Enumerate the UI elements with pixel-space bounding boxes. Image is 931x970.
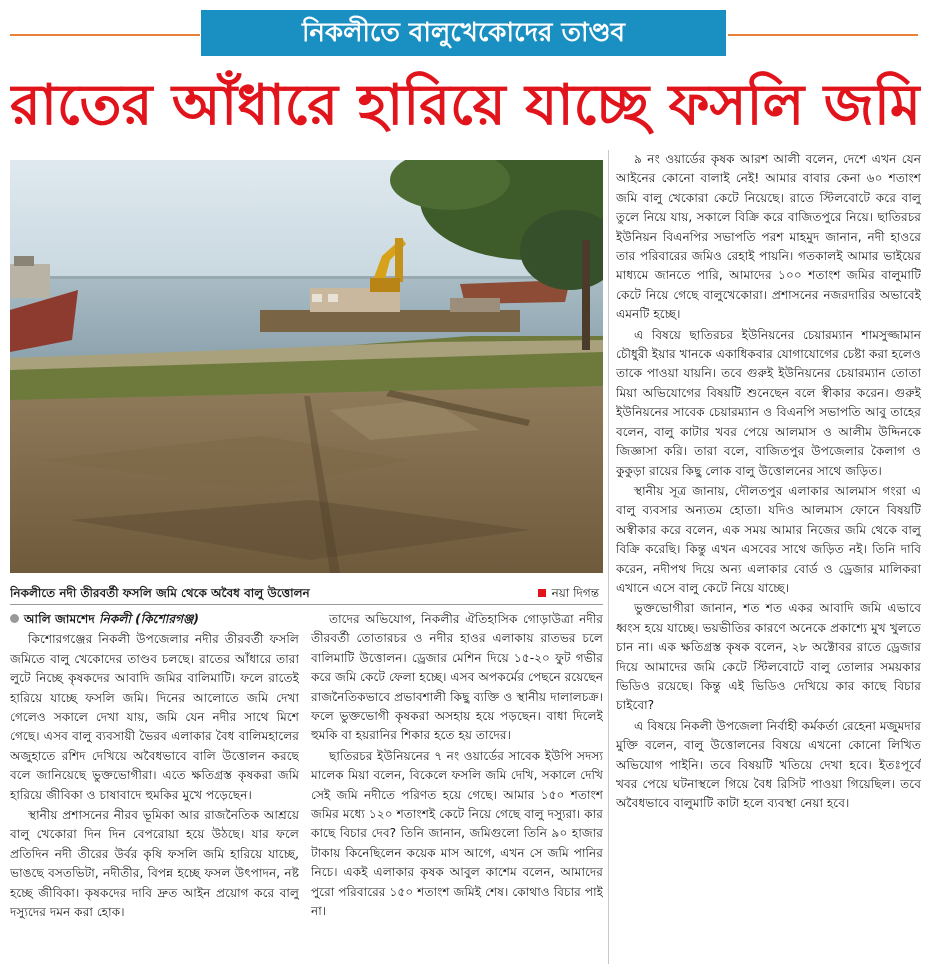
paragraph: ভুক্তভোগীরা জানান, শত শত একর আবাদি জমি এভাবে ধ্বংস হয়ে যাচ্ছে। ভয়ভীতির কারণে অনেকে প্রকাশ্যে মুখ খুলতে চান না। এক ক্ষতিগ্রস্ত কৃষক বলেন, ২৮ অক্টোবর রাতে ড্রেজার দিয়ে আমাদের জমি কেটে স্টিলবোটে বালু তোলার সময়কার ভিডিও রয়েছে। কিন্তু এই ভিডিও দেখিয়ে কার কাছে বিচার চাইবো? [616,601,921,713]
photo-credit-text: নয়া দিগন্ত [551,586,599,600]
byline-dot-icon [10,614,19,623]
article-column-2 [311,610,603,964]
photo-credit [538,585,599,604]
kicker-label: নিকলীতে বালুখেকোদের তাণ্ডব [201,10,726,56]
kicker-rule-right [728,34,918,36]
news-photo [10,160,603,573]
paragraph: তাদের অভিযোগ, নিকলীর ঐতিহাসিক গোড়াউত্রা নদীর তীরবর্তী তোতারচর ও নদীর হাওর এলাকায় রাতভর চলে বালিমাটি উত্তোলন। ড্রেজার মেশিন দিয়ে ১৫-২০ ফুট গভীর করে জমি কেটে ফেলা হচ্ছে। এসব অপকর্মের পেছনে রয়েছেন রাজনৈতিকভাবে প্রভাবশালী কিছু ব্যক্তি ও স্থানীয় দালালচক্র। ফলে ভুক্তভোগী কৃষকরা অসহায় হয়ে পড়ছেন। বাধা দিলেই হুমকি বা হয়রানির শিকার হতে হয় তাদের। [311,612,603,743]
column-divider [608,150,609,964]
byline-location: নিকলী (কিশোরগঞ্জ) [99,612,199,626]
paragraph: কিশোরগঞ্জের নিকলী উপজেলার নদীর তীরবর্তী ফসলি জমিতে বালু খেকোদের তাণ্ডব চলছে। রাতের আঁধারে তারা লুটে নিচ্ছে কৃষকদের আবাদি জমির বালিমাটি। ফলে রাতেই হারিয়ে যাচ্ছে ফসলি জমি। দিনের আলোতে জমি দেখা গেলেও সকালে দেখা যায়, জমি যেন নদীর সাথে মিশে গেছে। এসব বালু ব্যবসায়ী ভৈরব এলাকার বৈধ বালিমহালের অজুহাতে রশিদ দেখিয়ে অবৈধভাবে বালি উত্তোলন করছে বলে জানিয়েছে ভুক্তভোগীরা। এতে ক্ষতিগ্রস্ত কৃষকরা জমি হারিয়ে জীবিকা ও চাষাবাদে হুমকির মুখে পড়েছেন। [10,632,299,802]
photo-caption: নিকলীতে নদী তীরবর্তী ফসলি জমি থেকে অবৈধ বালু উত্তোলন [10,586,310,600]
credit-square-icon [538,589,546,597]
paragraph: এ বিষয়ে নিকলী উপজেলা নির্বাহী কর্মকর্তা রেহেনা মজুমদার মুক্তি বলেন, বালু উত্তোলনের বিষয়ে এখনো কোনো লিখিত অভিযোগ পাইনি। তবে বিষয়টি খতিয়ে দেখা হবে। ইতঃপূর্বে খবর পেয়ে ঘটনাস্থলে গিয়ে বৈধ রিসিট পাওয়া গিয়েছিল। তবে অবৈধভাবে বালুমাটি কাটা হলে ব্যবস্থা নেয়া হবে। [616,718,921,811]
paragraph: স্থানীয় সূত্র জানায়, দৌলতপুর এলাকার আলমাস গংরা এ বালু ব্যবসার অন্যতম হোতা। যদিও আলমাস ফোনে বিষয়টি অস্বীকার করে বলেন, এক সময় আমার নিজের জমি থেকে বালু বিক্রি করেছি। কিন্তু এখন এসবের সাথে জড়িত নই। তিনি দাবি করেন, নদীপথ দিয়ে অন্য এলাকার বোর্ড ও ড্রেজার মালিকরা এখানে এসে বালু কেটে নিয়ে যাচ্ছে। [616,483,921,595]
byline-author: আলি জামশেদ [24,612,95,626]
article-column-3 [616,150,921,964]
paragraph: স্থানীয় প্রশাসনের নীরব ভূমিকা আর রাজনৈতিক আশ্রয়ে বালু খেকোরা দিন দিন বেপরোয়া হয়ে উঠছে। যার ফলে প্রতিদিন নদী তীরের উর্বর কৃষি ফসলি জমি হারিয়ে যাচ্ছে, ভাঙছে বসতভিটা, নদীতীর, বিপন্ন হচ্ছে ফসল উৎপাদন, নষ্ট হচ্ছে জীবিকা। কৃষকদের দাবি দ্রুত আইন প্রয়োগ করে বালু দস্যুদের দমন করা হোক। [10,808,299,920]
article-column-1 [10,610,299,964]
paragraph: এ বিষয়ে ছাতিরচর ইউনিয়নের চেয়ারম্যান শামসুজ্জামান চৌধুরী ইয়ার খানকে একাধিকবার যোগাযোগের চেষ্টা করা হলেও তাকে পাওয়া যায়নি। তবে গুরুই ইউনিয়নের চেয়ারম্যান তোতা মিয়া অভিযোগের বিষয়টি শুনেছেন বলে স্বীকার করেন। গুরুই ইউনিয়নের সাবেক চেয়ারম্যান ও বিএনপি সভাপতি আবু তাহের বলেন, বালু কাটার খবর পেয়ে আলমাস ও আলীম উদ্দিনকে জিজ্ঞাসা করি। তারা বলে, বাজিতপুর উপজেলার কৈলাগ ও কুকুড়া রায়ের কিছু লোক বালু উত্তোলনের সাথে জড়িত। [616,327,921,478]
paragraph: ৯ নং ওয়ার্ডের কৃষক আরশ আলী বলেন, দেশে এখন যেন আইনের কোনো বালাই নেই! আমার বাবার কেনা ৬০ শতাংশ জমি বালু খেকোরা কেটে নিয়েছে। রাতে স্টিলবোটে করে বালু তুলে নিয়ে যায়, সকালে বিক্রি করে বাজিতপুরে নিয়ে। ছাতিরচর ইউনিয়ন বিএনপির সভাপতি পরশ মাহমুদ জানান, নদী হাওরে তার পরিবারের জমিও রেহাই পায়নি। গতকালই আমার ভাইয়ের মাধ্যমে জানতে পারি, আমাদের ১০০ শতাংশ জমির বালুমাটি কেটে নিয়ে গেছে বালুখেকোরা। প্রশাসনের নজরদারির অভাবেই এমনটি হচ্ছে। [616,152,921,322]
kicker-rule-left [10,34,200,36]
headline: রাতের আঁধারে হারিয়ে যাচ্ছে ফসলি জমি [10,73,921,138]
byline [10,610,299,629]
paragraph: ছাতিরচর ইউনিয়নের ৭ নং ওয়ার্ডের সাবেক ইউপি সদস্য মালেক মিয়া বলেন, বিকেলে ফসলি জমি দেখি, সকালে দেখি সেই জমি নদীতে পরিণত হয়ে গেছে। আমার ১৫০ শতাংশ জমির মধ্যে ১২০ শতাংশই কেটে নিয়ে গেছে বালু দস্যুরা। কার কাছে বিচার দেব? তিনি জানান, জমিগুলো তিনি ৯০ হাজার টাকায় কিনেছিলেন কয়েক মাস আগে, এখন সে জমি পানির নিচে। একই এলাকার কৃষক আবুল কাশেম বলেন, আমাদের পুরো পরিবারের ১৫০ শতাংশ জমিই শেষ। কোথাও বিচার পাই না। [311,748,603,919]
caption-divider [10,604,603,605]
photo-caption-row [10,582,603,604]
